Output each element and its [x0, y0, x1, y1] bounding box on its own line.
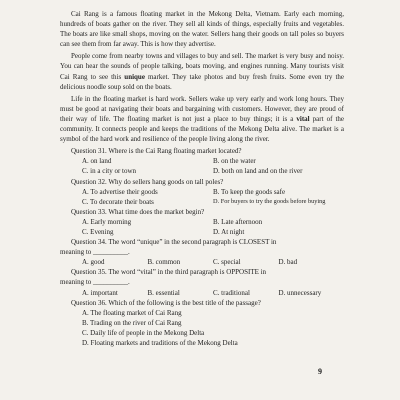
- emphasized-word-unique: unique: [124, 72, 145, 81]
- option[interactable]: D. both on land and on the river: [213, 167, 303, 176]
- option[interactable]: C. traditional: [213, 288, 250, 297]
- question-35-options: [82, 288, 344, 298]
- page-number: 9: [318, 367, 322, 376]
- option[interactable]: B. common: [147, 258, 181, 267]
- option[interactable]: C. in a city or town: [82, 167, 137, 176]
- emphasized-word-vital: vital: [296, 114, 310, 123]
- option[interactable]: B. Trading on the river of Cai Rang: [82, 318, 182, 327]
- question-32-options: [82, 187, 344, 197]
- option[interactable]: A. The floating market of Cai Rang: [82, 308, 182, 317]
- option[interactable]: C. Evening: [82, 227, 114, 236]
- question-34-continued: meaning to __________.: [60, 248, 130, 257]
- question-35-continued: meaning to __________.: [60, 278, 130, 287]
- question-33-options-row2: [82, 227, 344, 237]
- question-32-options-row2: [82, 197, 344, 207]
- passage-paragraph-3: Life in the floating market is hard work. Sellers wake up very early and work long hours. They must be good at navigating their boats and bargaining with customers. However, they are proud of their way of life. The floating market is not just a place to buy things; it is a vital part of the community. It connects people and keeps the traditions of the Mekong Delta alive. The market is a symbol of the hard work and resilience of the people living along the river.: [60, 94, 345, 144]
- question-31-options: [82, 156, 344, 166]
- question-35: Question 35. The word “vital” in the third paragraph is OPPOSITE in: [71, 268, 267, 277]
- option[interactable]: B. essential: [147, 288, 180, 297]
- option[interactable]: A. To advertise their goods: [82, 187, 158, 196]
- option[interactable]: D. Floating markets and traditions of the Mekong Delta: [82, 339, 238, 347]
- option[interactable]: C. special: [213, 258, 241, 267]
- question-33-options: [82, 217, 344, 227]
- option[interactable]: A. on land: [82, 157, 112, 166]
- option[interactable]: D. At night: [213, 227, 245, 236]
- question-34: Question 34. The word “unique” in the second paragraph is CLOSEST in: [71, 238, 277, 247]
- option[interactable]: A. Early morning: [82, 217, 132, 226]
- option[interactable]: C. To decorate their boats: [82, 197, 154, 206]
- question-32: Question 32. Why do sellers hang goods on tall poles?: [71, 177, 224, 186]
- passage-paragraph-1: Cai Rang is a famous floating market in the Mekong Delta, Vietnam. Early each morning, hundreds of boats gather on the river. They sell all kinds of things, especially fruits and vegetables. The boats are like small shops, moving on the water. Sellers hang their goods on tall poles so buyers can see them from far away. This is how they advertise.: [60, 10, 344, 49]
- option[interactable]: D. bad: [278, 258, 298, 267]
- question-31-options-row2: [82, 166, 344, 176]
- question-36: Question 36. Which of the following is the best title of the passage?: [71, 298, 261, 307]
- question-31: Question 31. Where is the Cai Rang floating market located?: [71, 147, 242, 156]
- option[interactable]: A. good: [82, 258, 105, 267]
- option[interactable]: B. To keep the goods safe: [213, 187, 286, 196]
- option[interactable]: D. For buyers to try the goods before buying: [213, 197, 326, 205]
- option[interactable]: B. on the water: [213, 157, 256, 166]
- option[interactable]: D. unnecessary: [278, 288, 322, 297]
- question-33: Question 33. What time does the market begin?: [71, 207, 205, 216]
- option[interactable]: A. important: [82, 288, 118, 297]
- question-34-options: [82, 257, 344, 267]
- option[interactable]: C. Daily life of people in the Mekong Delta: [82, 328, 205, 337]
- passage-paragraph-2: People come from nearby towns and villages to buy and sell. The market is very busy and noisy. You can hear the sounds of people talking, boats moving, and engines running. Many tourists visit Cai Rang to see this unique market. They take photos and buy fresh fruits. Some even try the delicious noodle soup sold on the boats.: [60, 52, 345, 91]
- option[interactable]: B. Late afternoon: [213, 217, 263, 226]
